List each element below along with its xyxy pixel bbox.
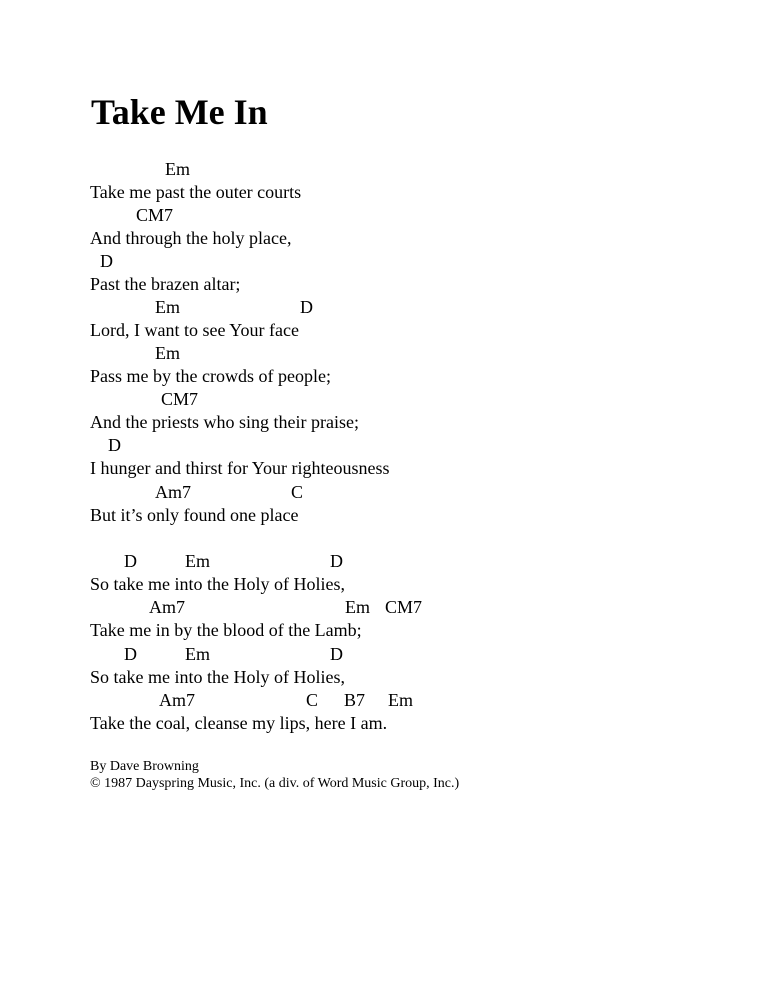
chord: D [124, 644, 137, 664]
lyric-line: Pass me by the crowds of people; [90, 366, 331, 386]
chord: D [100, 251, 113, 271]
lyric-line: So take me into the Holy of Holies, [90, 574, 345, 594]
lyric-line: Lord, I want to see Your face [90, 320, 299, 340]
lyric-line: But it’s only found one place [90, 505, 299, 525]
chord: Am7 [155, 482, 191, 502]
chord: Em [388, 690, 413, 710]
chord: CM7 [136, 205, 174, 225]
chord: Em [345, 597, 370, 617]
chord: D [330, 644, 343, 664]
lyric-line: And the priests who sing their praise; [90, 412, 359, 432]
chord: CM7 [385, 597, 423, 617]
lyric-line: Past the brazen altar; [90, 274, 241, 294]
lyric-line: I hunger and thirst for Your righteousness [90, 458, 390, 478]
chord: D [300, 297, 313, 317]
chord: B7 [344, 690, 366, 710]
chord: Am7 [149, 597, 185, 617]
chord: CM7 [161, 389, 199, 409]
chord: D [330, 551, 343, 571]
chord: Em [185, 551, 210, 571]
song-title: Take Me In [91, 92, 268, 132]
chord: C [291, 482, 304, 502]
chord: Em [165, 159, 190, 179]
lyric-line: Take the coal, cleanse my lips, here I am. [90, 713, 388, 733]
copyright-notice: © 1987 Dayspring Music, Inc. (a div. of Word Music Group, Inc.) [90, 776, 460, 791]
chord: D [108, 435, 121, 455]
chord: C [306, 690, 319, 710]
lyric-line: And through the holy place, [90, 228, 292, 248]
author-credit: By Dave Browning [90, 759, 199, 774]
chord: Em [155, 343, 180, 363]
chord: Em [155, 297, 180, 317]
lyric-line: Take me in by the blood of the Lamb; [90, 620, 362, 640]
chord: D [124, 551, 137, 571]
chord: Am7 [159, 690, 195, 710]
lyric-line: So take me into the Holy of Holies, [90, 667, 345, 687]
lyric-line: Take me past the outer courts [90, 182, 302, 202]
chord: Em [185, 644, 210, 664]
